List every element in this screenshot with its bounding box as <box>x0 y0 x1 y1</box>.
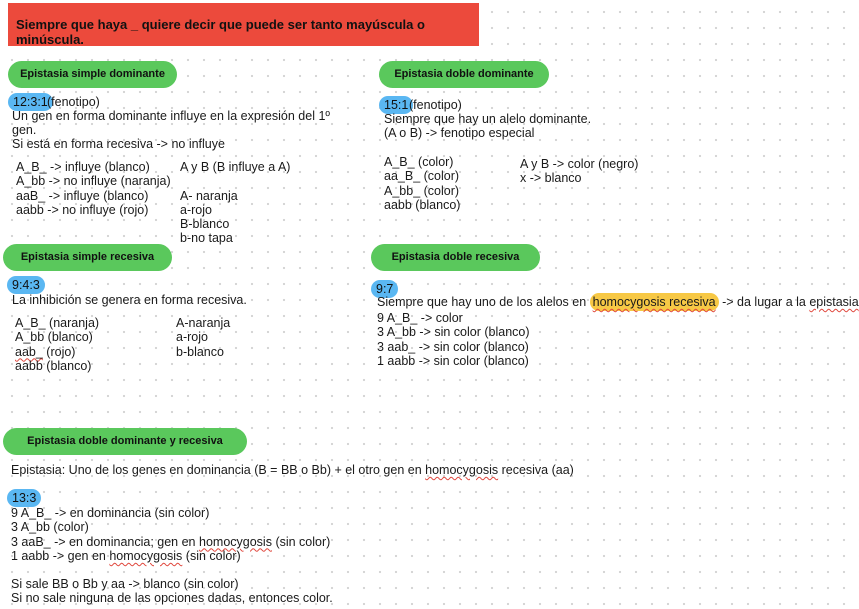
legend-list <box>180 160 290 246</box>
genotype-list <box>16 160 171 217</box>
list-item: 3 aab_ -> sin color (blanco) <box>377 339 529 354</box>
list-item: Si no sale ninguna de las opciones dadas, entonces color. <box>11 591 333 606</box>
list-item: A_bb_ (color) <box>384 183 460 198</box>
section-title-doble-recesiva: Epistasia doble recesiva <box>371 244 540 271</box>
list-item <box>11 535 330 549</box>
list-item: aabb (blanco) <box>384 197 461 212</box>
list-item: Si sale BB o Bb y aa -> blanco (sin color) <box>11 577 239 591</box>
list-item: b-no tapa <box>180 231 233 246</box>
genotype-list <box>384 155 460 212</box>
list-item: A-naranja <box>176 316 231 330</box>
list-item: 9 A_B_ -> en dominancia (sin color) <box>11 506 210 520</box>
ratio-tag-doble-recesiva: 9:7 <box>371 280 398 298</box>
description <box>377 295 859 309</box>
list-item-text: (sin color) <box>185 548 241 563</box>
ratio-tag-simple-dominante: 12:3:1 <box>8 93 53 111</box>
legend-list <box>520 157 638 186</box>
list-item: aaB_ -> influye (blanco) <box>16 188 149 203</box>
section-title-simple-recesiva: Epistasia simple recesiva <box>3 244 172 271</box>
list-item-text: 3 aaB_ -> en dominancia; gen en <box>11 534 196 549</box>
list-item-text: aab_ <box>15 344 43 359</box>
list-item: A- naranja <box>180 188 238 203</box>
genotype-list <box>11 506 330 563</box>
genotype-list <box>377 311 530 368</box>
list-item: b-blanco <box>176 344 224 359</box>
list-item: aa_B_ (color) <box>384 169 460 184</box>
list-item: A_B_ (naranja) <box>15 316 100 330</box>
list-item: A_B_ -> influye (blanco) <box>16 160 150 174</box>
list-item: B-blanco <box>180 217 230 232</box>
ratio-tag-dominante-recesiva: 13:3 <box>7 489 41 507</box>
description: (A o B) -> fenotipo especial <box>384 126 535 140</box>
list-item: A_B_ (color) <box>384 155 454 169</box>
list-item: A_bb (blanco) <box>15 330 93 345</box>
highlight-homocygosis-recesiva <box>590 293 719 311</box>
description: Si está en forma recesiva -> no influye <box>12 137 225 151</box>
legend-list <box>176 316 230 359</box>
section-title-doble-dominante: Epistasia doble dominante <box>379 61 549 88</box>
description: Un gen en forma dominante influye en la expresión del 1º gen. <box>12 109 330 138</box>
description-text: -> da lugar a la <box>722 295 806 309</box>
list-item: A y B -> color (negro) <box>520 157 639 171</box>
list-item-text: homocygosis <box>199 534 272 549</box>
list-item <box>11 549 330 563</box>
list-item: aab_ (rojo) <box>15 344 76 359</box>
list-item: 3 A_bb -> sin color (blanco) <box>377 325 530 340</box>
ratio-tag-simple-recesiva: 9:4:3 <box>7 276 45 294</box>
description-text: epistasia <box>809 295 859 309</box>
list-item: A y B (B influye a A) <box>180 160 291 174</box>
genotype-list <box>15 316 99 373</box>
list-item-text: (sin color) <box>275 534 331 549</box>
list-item: a-rojo <box>176 330 208 345</box>
ratio-suffix: (fenotipo) <box>47 95 100 109</box>
header-banner: Siempre que haya _ quiere decir que puede ser tanto mayúscula o minúscula. <box>8 3 479 46</box>
description: Siempre que hay un alelo dominante. <box>384 112 592 126</box>
description-text: homocygosis <box>425 463 499 477</box>
list-item: a-rojo <box>180 202 212 217</box>
list-item: A_bb -> no influye (naranja) <box>16 174 171 189</box>
section-title-simple-dominante: Epistasia simple dominante <box>8 61 177 88</box>
list-item: aabb (blanco) <box>15 358 92 373</box>
list-item-text: homocygosis <box>109 548 183 563</box>
description-text: Epistasia: Uno de los genes en dominancia (B = BB o Bb) + el otro gen en <box>11 463 422 477</box>
description: La inhibición se genera en forma recesiva. <box>12 293 247 307</box>
description <box>11 463 574 477</box>
description-text: recesiva (aa) <box>501 463 574 477</box>
list-item <box>180 174 290 188</box>
list-item: 3 A_bb (color) <box>11 520 89 535</box>
ratio-suffix: (fenotipo) <box>409 98 462 112</box>
section-title-dominante-recesiva: Epistasia doble dominante y recesiva <box>3 428 247 455</box>
list-item: 1 aabb -> sin color (blanco) <box>377 353 529 368</box>
ratio-tag-doble-dominante: 15:1 <box>379 96 413 114</box>
note-list <box>11 577 333 606</box>
list-item: aabb -> no influye (rojo) <box>16 202 149 217</box>
highlight-text: homocygosis recesiva <box>592 295 716 309</box>
description-text: Siempre que hay uno de los alelos en <box>377 295 587 309</box>
list-item: 9 A_B_ -> color <box>377 311 463 325</box>
list-item-text: 1 aabb -> gen en <box>11 548 106 563</box>
list-item: x -> blanco <box>520 171 582 186</box>
